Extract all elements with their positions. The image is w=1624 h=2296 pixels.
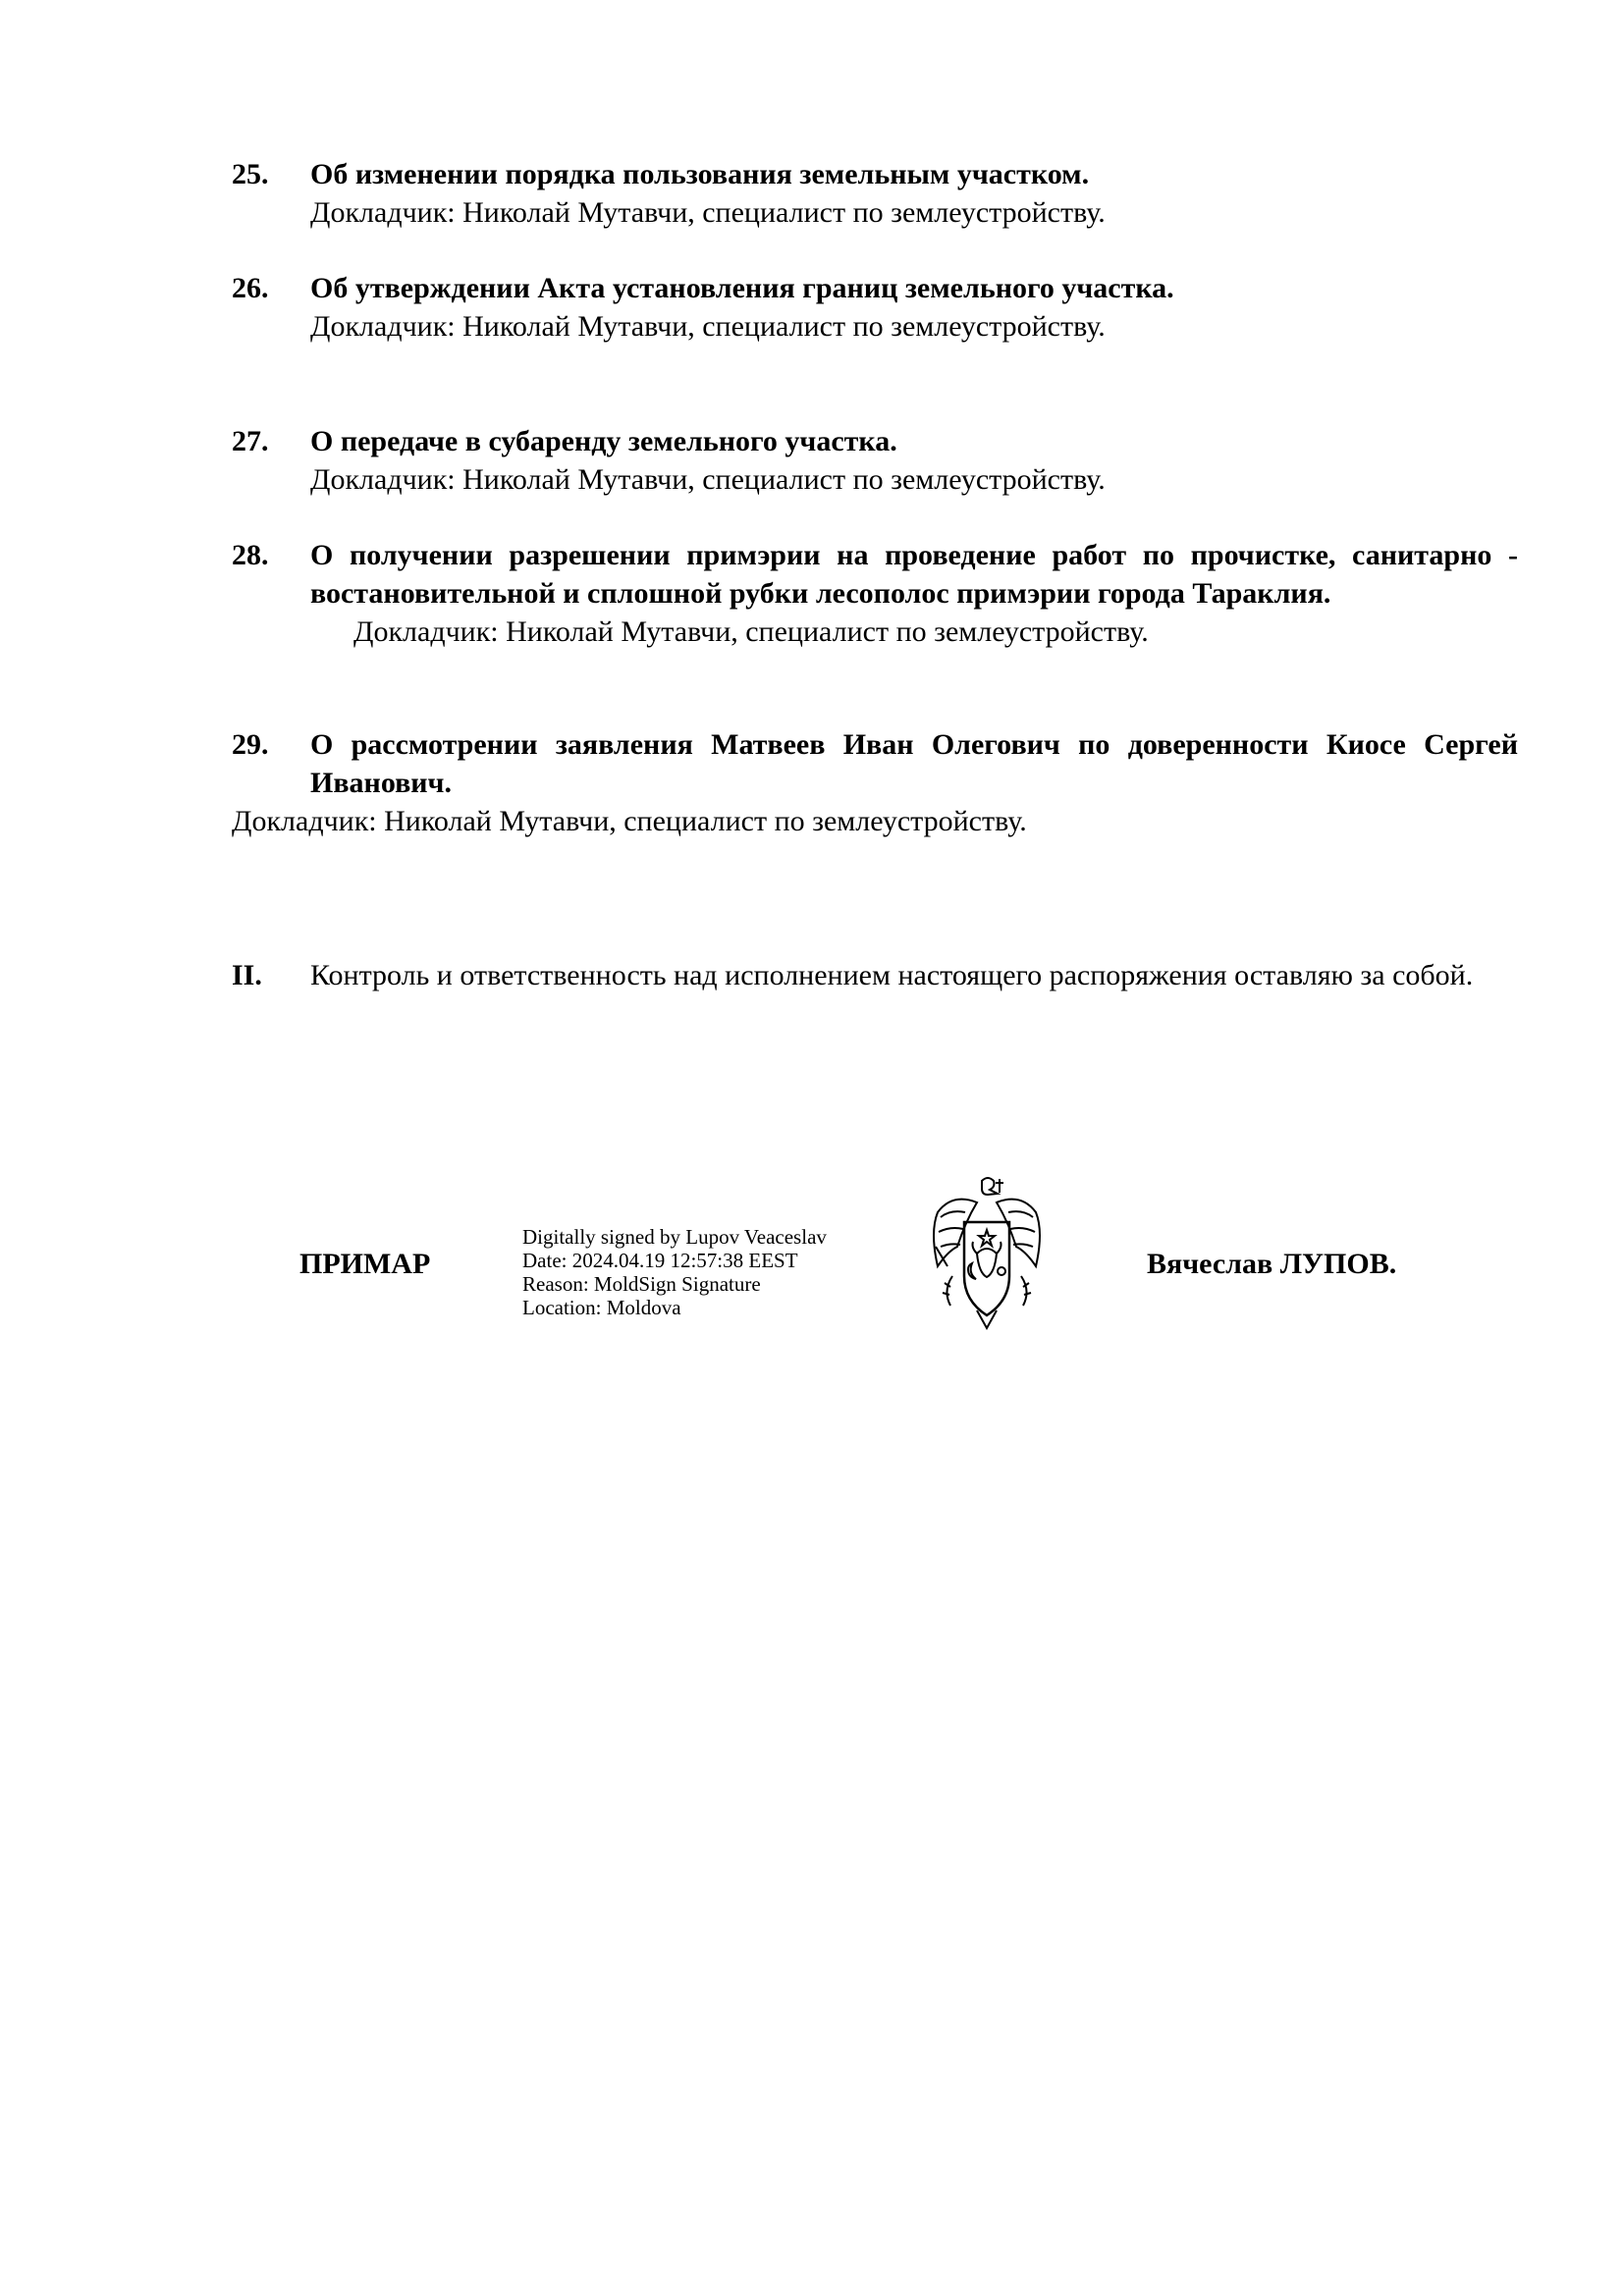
digital-signature-block bbox=[522, 1225, 827, 1319]
agenda-item-26 bbox=[232, 269, 1518, 346]
agenda-item-29 bbox=[232, 725, 1518, 840]
signatory-title: ПРИМАР bbox=[299, 1248, 431, 1280]
agenda-item-25 bbox=[232, 155, 1518, 232]
digital-signature-line: Location: Moldova bbox=[522, 1296, 681, 1319]
section-number: II. bbox=[232, 959, 262, 991]
item-number: 29. bbox=[232, 728, 269, 761]
section-text: Контроль и ответственность над исполнением настоящего распоряжения оставляю за собой. bbox=[310, 959, 1474, 991]
item-number: 27. bbox=[232, 425, 269, 457]
item-number: 25. bbox=[232, 158, 269, 190]
item-number: 26. bbox=[232, 272, 269, 304]
agenda-item-27 bbox=[232, 422, 1518, 499]
agenda-item-28 bbox=[232, 536, 1518, 651]
item-speaker: Докладчик: Николай Мутавчи, специалист по землеустройству. bbox=[310, 310, 1106, 343]
item-speaker: Докладчик: Николай Мутавчи, специалист по землеустройству. bbox=[232, 805, 1027, 837]
item-title: О рассмотрении заявления Матвеев Иван Олегович по доверенности Киосе Сергей Иванович. bbox=[310, 728, 1518, 799]
item-speaker: Докладчик: Николай Мутавчи, специалист по землеустройству. bbox=[310, 196, 1106, 229]
digital-signature-line: Reason: MoldSign Signature bbox=[522, 1272, 761, 1296]
item-title: О передаче в субаренду земельного участка. bbox=[310, 425, 897, 457]
coat-of-arms-moldova-icon bbox=[923, 1173, 1051, 1330]
item-speaker: Докладчик: Николай Мутавчи, специалист по землеустройству. bbox=[310, 463, 1106, 496]
item-title: О получении разрешении примэрии на проведение работ по прочистке, санитарно - востановительной и сплошной рубки лесополос примэрии города Тараклия. bbox=[310, 539, 1518, 610]
item-title: Об изменении порядка пользования земельным участком. bbox=[310, 158, 1090, 190]
signatory-name: Вячеслав ЛУПОВ. bbox=[1147, 1248, 1397, 1280]
item-number: 28. bbox=[232, 539, 269, 571]
digital-signature-line: Digitally signed by Lupov Veaceslav bbox=[522, 1225, 827, 1249]
digital-signature-line: Date: 2024.04.19 12:57:38 EEST bbox=[522, 1249, 798, 1272]
item-speaker: Докладчик: Николай Мутавчи, специалист по землеустройству. bbox=[353, 615, 1149, 648]
section-ii bbox=[232, 956, 1518, 994]
item-title: Об утверждении Акта установления границ земельного участка. bbox=[310, 272, 1174, 304]
